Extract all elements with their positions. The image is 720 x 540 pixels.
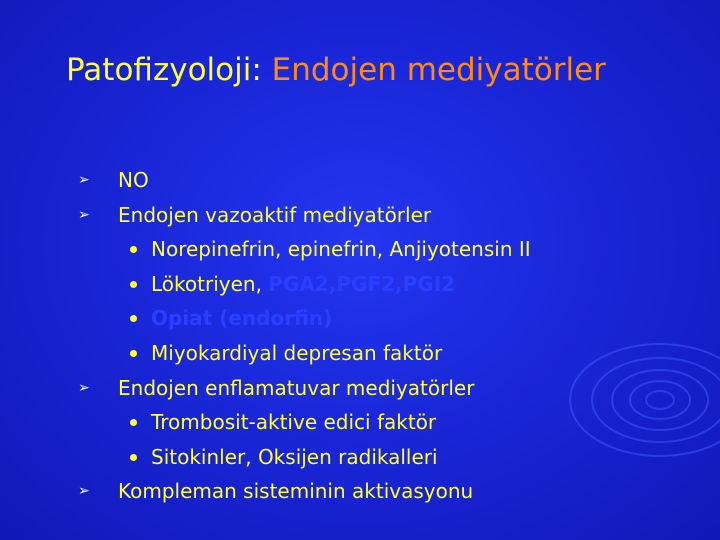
item-text: Endojen vazoaktif mediyatörler	[118, 202, 432, 227]
list-item	[78, 301, 531, 336]
list-item	[78, 405, 531, 440]
arrowhead-icon: ➢	[78, 172, 90, 188]
arrowhead-icon: ➢	[78, 206, 90, 223]
item-text: Norepinefrin, epinefrin, Anjiyotensin II	[151, 237, 531, 262]
list-item	[78, 371, 531, 406]
item-text: Lökotriyen,	[151, 271, 269, 296]
item-faint-text: Opiat (endorfin)	[151, 306, 333, 331]
item-faint-text: PGA2,PGF2,PGI2	[268, 271, 456, 296]
list-item	[78, 232, 531, 267]
item-text: Miyokardiyal depresan faktör	[151, 340, 443, 365]
item-text: NO	[118, 168, 149, 192]
item-text: Sitokinler, Oksijen radikalleri	[151, 444, 438, 469]
ripple-decoration	[560, 330, 720, 470]
item-text: Endojen enflamatuvar mediyatörler	[118, 375, 475, 400]
arrowhead-icon: ➢	[78, 379, 90, 396]
list-item	[78, 198, 531, 233]
list-item	[78, 267, 531, 302]
dot-icon	[130, 281, 137, 288]
bullet-list	[78, 163, 531, 509]
title-part2: Endojen mediyatörler	[271, 52, 606, 88]
list-item	[78, 440, 531, 475]
dot-icon	[130, 315, 137, 322]
arrowhead-icon: ➢	[78, 483, 90, 500]
list-item	[78, 474, 531, 509]
dot-icon	[130, 246, 137, 253]
item-text: Kompleman sisteminin aktivasyonu	[118, 479, 474, 504]
dot-icon	[130, 350, 137, 357]
list-item	[78, 163, 531, 198]
slide-title	[66, 52, 606, 88]
dot-icon	[130, 454, 137, 461]
list-item	[78, 336, 531, 371]
dot-icon	[130, 419, 137, 426]
item-text: Trombosit-aktive edici faktör	[151, 410, 437, 435]
title-part1: Patofizyoloji:	[66, 52, 272, 88]
